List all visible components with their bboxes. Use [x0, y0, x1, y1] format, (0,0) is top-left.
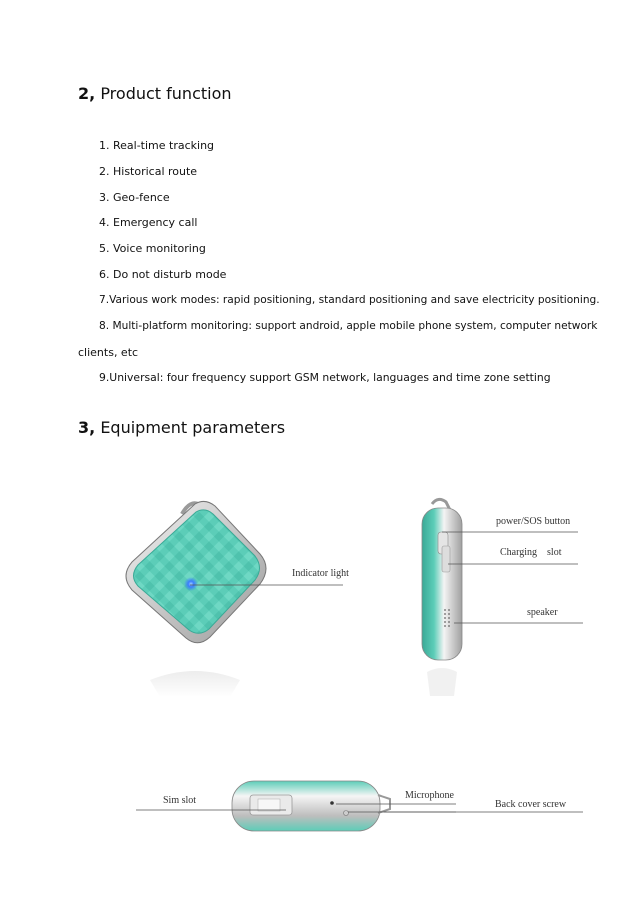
section-2-heading — [78, 84, 232, 103]
device-front-view — [110, 492, 310, 702]
section-2-title: Product function — [100, 84, 232, 103]
list-item-continuation: clients, etc — [78, 346, 139, 359]
back-cover-screw-label: Back cover screw — [495, 799, 567, 810]
list-item: 4. Emergency call — [99, 216, 198, 229]
list-item: 6. Do not disturb mode — [99, 268, 227, 281]
list-item: 5. Voice monitoring — [99, 242, 206, 255]
sim-slot-label: Sim slot — [163, 795, 197, 806]
section-3-heading — [78, 418, 285, 437]
list-item: 9.Universal: four frequency support GSM network, languages and time zone setting — [99, 371, 551, 384]
speaker-label: speaker — [527, 607, 558, 618]
list-item: 7.Various work modes: rapid positioning, standard positioning and save electricity positioning. — [99, 294, 600, 306]
indicator-leader-line — [188, 581, 448, 591]
power-sos-button-label: power/SOS button — [496, 516, 571, 527]
microphone-label: Microphone — [405, 790, 454, 801]
indicator-light-label: Indicator light — [292, 568, 349, 579]
list-item: 8. Multi-platform monitoring: support android, apple mobile phone system, computer network — [99, 320, 598, 332]
list-item: 3. Geo-fence — [99, 191, 170, 204]
section-3-title: Equipment parameters — [100, 418, 286, 437]
list-item: 1. Real-time tracking — [99, 139, 215, 152]
side-leader-lines — [440, 520, 620, 660]
section-2-number: 2, — [78, 84, 96, 103]
charging-slot-label: Charging slot — [500, 547, 562, 558]
section-3-number: 3, — [78, 418, 96, 437]
list-item: 2. Historical route — [99, 165, 198, 178]
